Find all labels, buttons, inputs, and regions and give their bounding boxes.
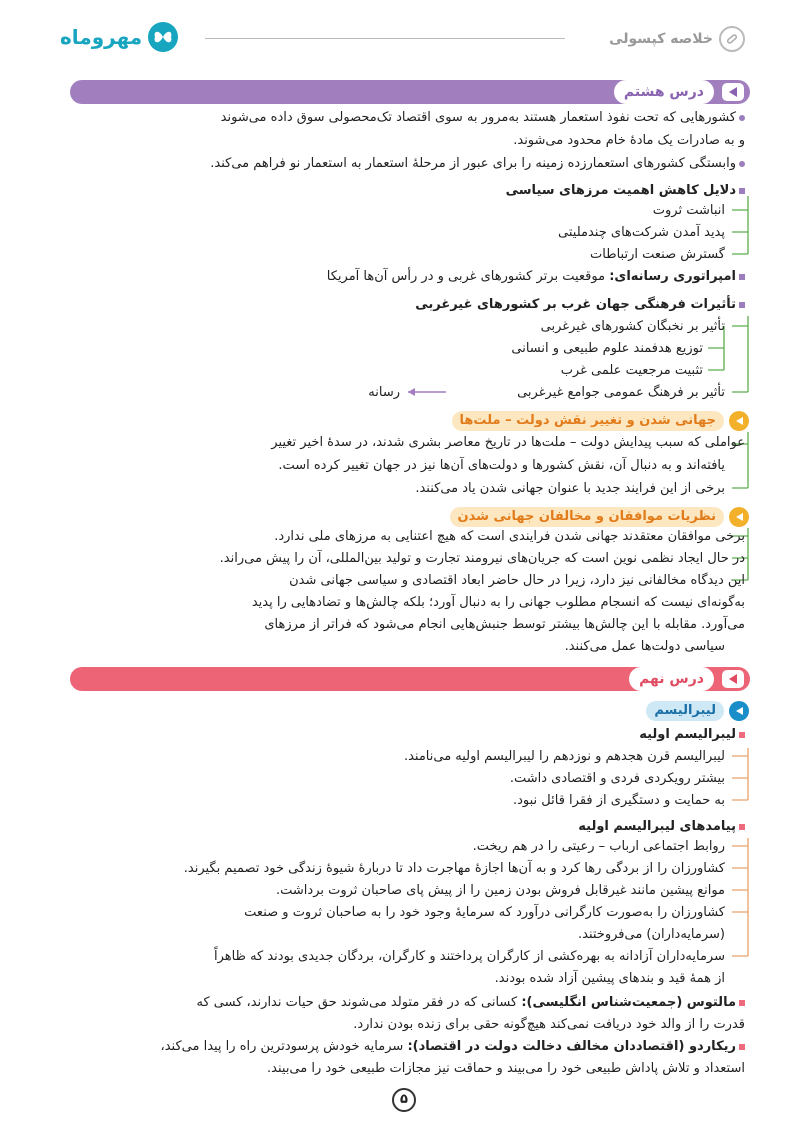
- reason-3: گسترش صنعت ارتباطات: [590, 247, 725, 262]
- malthus-label: مالتوس (جمعیت‌شناس انگلیسی):: [521, 995, 736, 1010]
- square-bullet-icon: [739, 1000, 745, 1006]
- theories-subhead: [450, 506, 749, 528]
- cultural-public: تأثیر بر فرهنگ عمومی جوامع غیرغربی: [517, 385, 725, 400]
- play-icon: [722, 670, 744, 688]
- glob-line-1: عواملی که سبب پیدایش دولت – ملت‌ها در تاریخ معاصر بشری شدند، در سدهٔ اخیر تغییر: [271, 435, 745, 450]
- square-bullet-icon: [739, 1044, 745, 1050]
- header-divider: [205, 38, 565, 39]
- ricardo-label: ریکاردو (اقتصاددان مخالف دخالت دولت در اقتصاد):: [407, 1039, 736, 1054]
- cultural-elites: تأثیر بر نخبگان کشورهای غیرغربی: [540, 319, 725, 334]
- early-title: لیبرالیسم اولیه: [639, 727, 736, 742]
- glob-line-3: برخی از این فرایند جدید با عنوان جهانی شدن یاد می‌کنند.: [415, 481, 725, 496]
- theories-title: نظریات موافقان و مخالفان جهانی شدن: [450, 507, 724, 527]
- square-bullet-icon: [739, 732, 745, 738]
- theories-line-2: در حال ایجاد نظمی نوین است که جریان‌های نیرومند تجارت و تولید بین‌المللی، آن را پیش می‌راند.: [219, 551, 745, 566]
- brand-name: مهروماه: [60, 25, 143, 49]
- square-bullet-icon: [739, 824, 745, 830]
- malthus-line-2: قدرت را از والد خود دریافت نمی‌کند هیچ‌گونه حقی برای زنده بودن ندارد.: [353, 1017, 745, 1032]
- glob-title: جهانی شدن و تغییر نقش دولت – ملت‌ها: [452, 411, 724, 431]
- butterfly-logo-icon: [148, 22, 178, 52]
- consequence-5: (سرمایه‌داران) می‌فروختند.: [578, 927, 725, 942]
- malthus-text: کسانی که در فقر متولد می‌شوند حق حیات ندارند، کسی که: [196, 995, 518, 1010]
- liberalism-pill: لیبرالیسم: [646, 701, 724, 721]
- square-bullet-icon: [739, 188, 745, 194]
- consequence-4: کشاورزان را به‌صورت کارگرانی درآورد که سرمایهٔ وجود خود را به صاحبان ثروت و صنعت: [244, 905, 725, 920]
- square-bullet-icon: [739, 302, 745, 308]
- lesson8-title: درس هشتم: [614, 80, 714, 104]
- liberalism-subhead: [646, 700, 749, 722]
- page-header: [0, 0, 805, 80]
- consequences-title: پیامدهای لیبرالیسم اولیه: [578, 819, 736, 834]
- reasons-heading: [506, 180, 745, 201]
- play-circle-icon: [729, 701, 749, 721]
- consequence-2: کشاورزان را از بردگی رها کرد و به آن‌ها اجازهٔ مهاجرت داد تا دربارهٔ شیوهٔ زندگی خود تصمیم بگیرند.: [183, 861, 725, 876]
- bullet-icon: [739, 161, 745, 167]
- early-line-1: لیبرالیسم قرن هجدهم و نوزدهم را لیبرالیسم اولیه می‌نامند.: [403, 749, 725, 764]
- consequences-heading: [578, 816, 745, 837]
- section-title-text: خلاصه کپسولی: [609, 31, 713, 47]
- l8-intro-3-text: وابستگی کشورهای استعمارزده زمینه را برای عبور از مرحلهٔ استعمار به استعمار نو فراهم می‌کند.: [210, 156, 736, 171]
- ricardo-line-1: [161, 1036, 745, 1057]
- l8-intro-1: [221, 107, 745, 128]
- malthus-line-1: [196, 992, 745, 1013]
- early-heading: [639, 724, 745, 745]
- play-circle-icon: [729, 507, 749, 527]
- lesson9-bar: [70, 667, 750, 691]
- l8-intro-1-text: کشورهایی که تحت نفوذ استعمار هستند به‌مرور به سوی اقتصاد تک‌محصولی سوق داده می‌شوند: [220, 110, 736, 125]
- ricardo-text: سرمایه خودش پرسودترین راه را پیدا می‌کند،: [160, 1039, 404, 1054]
- brand: [60, 22, 178, 52]
- bullet-icon: [739, 115, 745, 121]
- cultural-title: تأثیرات فرهنگی جهان غرب بر کشورهای غیرغربی: [415, 297, 736, 312]
- consequence-6: سرمایه‌داران آزادانه به بهره‌کشی از کارگران پرداختند و کارگران، بردگان جدیدی بودند که ظاهراً: [213, 949, 725, 964]
- cultural-heading: [415, 294, 745, 315]
- reason-1: انباشت ثروت: [652, 203, 725, 218]
- early-line-2: بیشتر رویکردی فردی و اقتصادی داشت.: [509, 771, 725, 786]
- consequence-1: روابط اجتماعی ارباب – رعیتی را در هم ریخت.: [472, 839, 725, 854]
- consequence-7: از همهٔ قید و بندهای پیشین آزاد شده بودند.: [494, 971, 725, 986]
- media-empire: [327, 266, 745, 287]
- consequence-3: موانع پیشین مانند غیرقابل فروش بودن زمین را از پیش پای صاحبان ثروت برداشت.: [276, 883, 725, 898]
- media-label: امپراتوری رسانه‌ای:: [609, 269, 736, 284]
- early-line-3: به حمایت و دستگیری از فقرا قائل نبود.: [512, 793, 725, 808]
- lesson9-title: درس نهم: [629, 667, 714, 691]
- cultural-authority: تثبیت مرجعیت علمی غرب: [560, 363, 703, 378]
- section-title: [609, 26, 745, 52]
- lesson8-bar: [70, 80, 750, 104]
- reason-2: پدید آمدن شرکت‌های چندملیتی: [558, 225, 725, 240]
- l8-intro-3: [210, 153, 745, 174]
- square-bullet-icon: [739, 274, 745, 280]
- reasons-title: دلایل کاهش اهمیت مرزهای سیاسی: [505, 183, 736, 198]
- cultural-distribution: توزیع هدفمند علوم طبیعی و انسانی: [511, 341, 703, 356]
- theories-line-3: این دیدگاه مخالفانی نیز دارد، زیرا در حال حاضر ابعاد اقتصادی و سیاسی جهانی شدن: [289, 573, 745, 588]
- play-circle-icon: [729, 411, 749, 431]
- capsule-icon: [719, 26, 745, 52]
- glob-subhead: [452, 410, 749, 432]
- theories-line-4: به‌گونه‌ای نیست که انسجام مطلوب جهانی را به دنبال آورد؛ بلکه چالش‌ها و تضادهایی را پدید: [251, 595, 745, 610]
- ricardo-line-2: استعداد و تلاش پاداش طبیعی خود را می‌بیند و حماقت نیز مجازات طبیعی خود را می‌بیند.: [267, 1061, 745, 1076]
- play-icon: [722, 83, 744, 101]
- theories-line-1: برخی موافقان معتقدند جهانی شدن فرایندی است که هیچ اعتنایی به مرزهای ملی ندارد.: [274, 529, 745, 544]
- page-number: ۵: [392, 1088, 416, 1112]
- l8-intro-2: و به صادرات یک مادهٔ خام محدود می‌شوند.: [513, 133, 745, 148]
- cultural-media: رسانه: [368, 385, 400, 400]
- theories-line-6: سیاسی دولت‌ها عمل می‌کنند.: [564, 639, 725, 654]
- glob-line-2: یافته‌اند و به دنبال آن، نقش کشورها و دولت‌های آن‌ها نیز در جهان تغییر کرده است.: [278, 458, 725, 473]
- media-text: موقعیت برتر کشورهای غربی و در رأس آن‌ها آمریکا: [326, 269, 606, 284]
- theories-line-5: می‌آورد. مقابله با این چالش‌ها بیشتر توسط جنبش‌هایی انجام می‌شود که فراتر از مرزهای: [264, 617, 745, 632]
